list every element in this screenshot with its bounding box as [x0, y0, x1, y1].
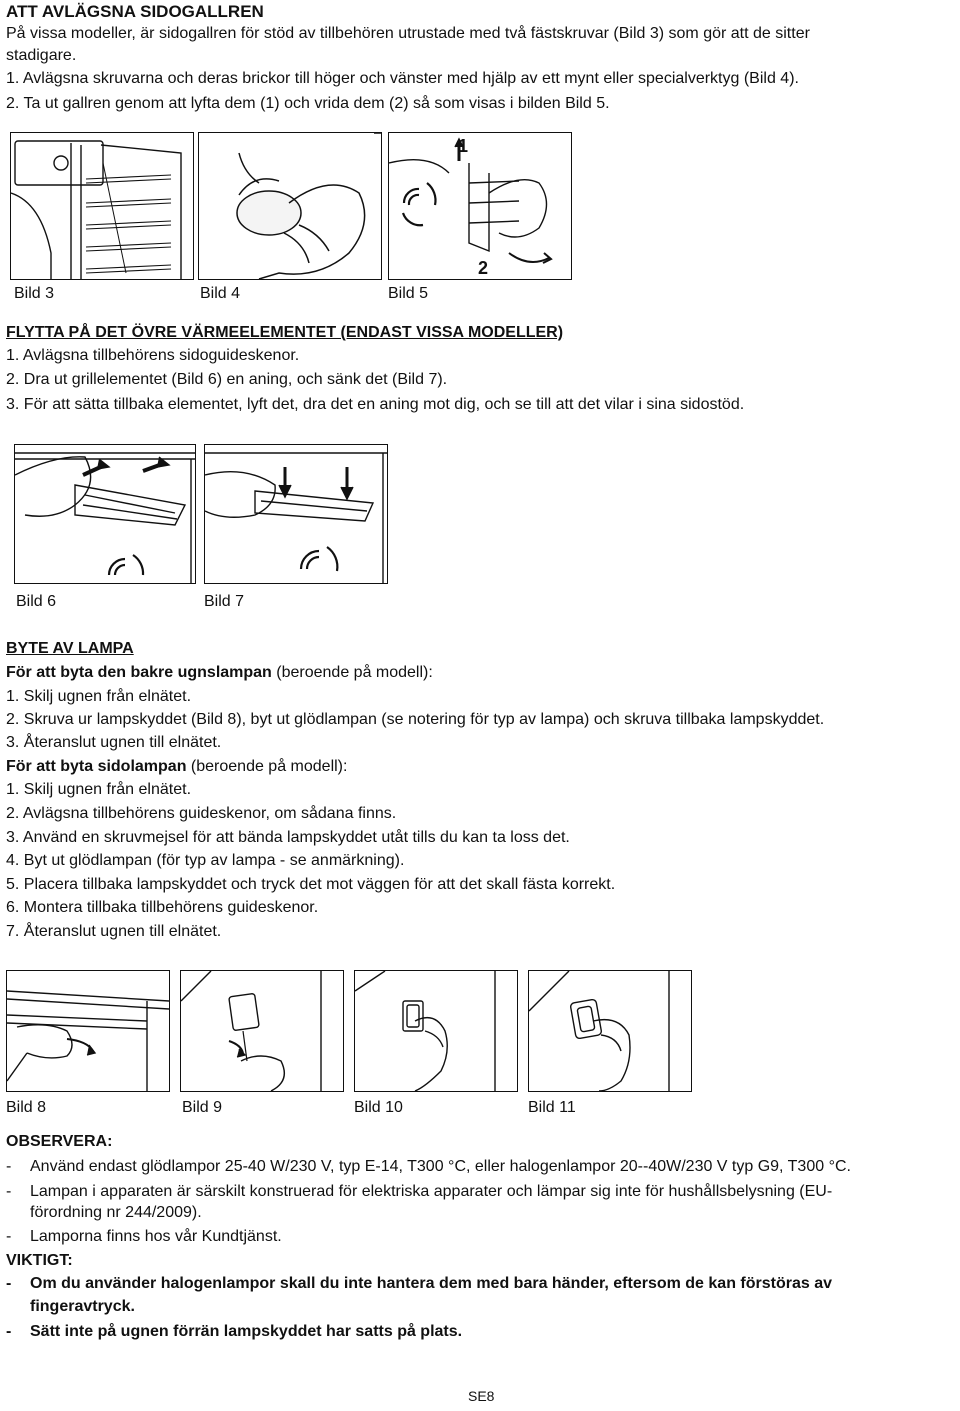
- important-heading: VIKTIGT:: [6, 1252, 73, 1269]
- caption-bild-4: Bild 4: [200, 285, 241, 302]
- rear-lamp-title: För att byta den bakre ugnslampan (beroende på modell):: [6, 664, 433, 681]
- figure-bild-4: [198, 132, 382, 280]
- side-lamp-title: För att byta sidolampan (beroende på modell):: [6, 758, 348, 775]
- side-step-7: 7. Återanslut ugnen till elnätet.: [6, 923, 222, 940]
- rear-step-2: 2. Skruva ur lampskyddet (Bild 8), byt ut glödlampan (se notering för typ av lampa) och skruva tillbaka lampskyddet.: [6, 711, 825, 728]
- side-step-5: 5. Placera tillbaka lampskyddet och tryck det mot väggen för att det skall fästa korrekt.: [6, 876, 616, 893]
- side-step-6: 6. Montera tillbaka tillbehörens guideskenor.: [6, 899, 319, 916]
- side-step-3: 3. Använd en skruvmejsel för att bända lampskyddet utåt tills du kan ta loss det.: [6, 829, 570, 846]
- figure-bild-10: [354, 970, 518, 1092]
- rear-step-1: 1. Skilj ugnen från elnätet.: [6, 688, 192, 705]
- heading-replace-lamp: BYTE AV LAMPA: [6, 640, 134, 657]
- figure-bild-8: [6, 970, 170, 1092]
- notes-heading: OBSERVERA:: [6, 1133, 113, 1150]
- caption-bild-9: Bild 9: [182, 1099, 223, 1116]
- caption-bild-6: Bild 6: [16, 593, 57, 610]
- side-step-1: 1. Skilj ugnen från elnätet.: [6, 781, 192, 798]
- step-1: 1. Avlägsna skruvarna och deras brickor till höger och vänster med hjälp av ett mynt eller specialverktyg (Bild 4).: [6, 70, 799, 87]
- figure-bild-11: [528, 970, 692, 1092]
- fan-icon: [109, 555, 143, 575]
- step-1: 1. Avlägsna tillbehörens sidoguideskenor.: [6, 347, 300, 364]
- fig5-mark-2: 2: [478, 258, 489, 278]
- caption-bild-8: Bild 8: [6, 1099, 47, 1116]
- heading-move-heating-element: FLYTTA PÅ DET ÖVRE VÄRMEELEMENTET (ENDAST VISSA MODELLER): [6, 324, 564, 341]
- intro-text-cont: stadigare.: [6, 47, 77, 64]
- figure-bild-7: [204, 444, 388, 584]
- rear-step-3: 3. Återanslut ugnen till elnätet.: [6, 734, 222, 751]
- figure-bild-9: [180, 970, 344, 1092]
- fig5-mark-1: 1: [458, 136, 469, 156]
- page-number: SE8: [468, 1388, 495, 1404]
- intro-text: På vissa modeller, är sidogallren för stöd av tillbehören utrustade med två fästskruvar (Bild 3) som gör att de sitter: [6, 25, 810, 42]
- caption-bild-7: Bild 7: [204, 593, 245, 610]
- caption-bild-5: Bild 5: [388, 285, 429, 302]
- caption-bild-10: Bild 10: [354, 1099, 403, 1116]
- caption-bild-11: Bild 11: [528, 1099, 576, 1116]
- fan-icon: [301, 547, 337, 571]
- side-step-4: 4. Byt ut glödlampan (för typ av lampa - se anmärkning).: [6, 852, 405, 869]
- caption-bild-3: Bild 3: [14, 285, 55, 302]
- heading-remove-side-racks: ATT AVLÄGSNA SIDOGALLREN: [6, 2, 264, 21]
- figure-bild-6: [14, 444, 196, 584]
- figure-bild-3: [10, 132, 194, 280]
- step-2: 2. Dra ut grillelementet (Bild 6) en aning, och sänk det (Bild 7).: [6, 371, 448, 388]
- side-step-2: 2. Avlägsna tillbehörens guideskenor, om sådana finns.: [6, 805, 397, 822]
- fan-icon: [403, 183, 435, 225]
- step-2: 2. Ta ut gallren genom att lyfta dem (1) och vrida dem (2) så som visas i bilden Bild 5.: [6, 95, 610, 112]
- step-3: 3. För att sätta tillbaka elementet, lyft det, dra det en aning mot dig, och se till att det vilar i sina sidostöd.: [6, 396, 745, 413]
